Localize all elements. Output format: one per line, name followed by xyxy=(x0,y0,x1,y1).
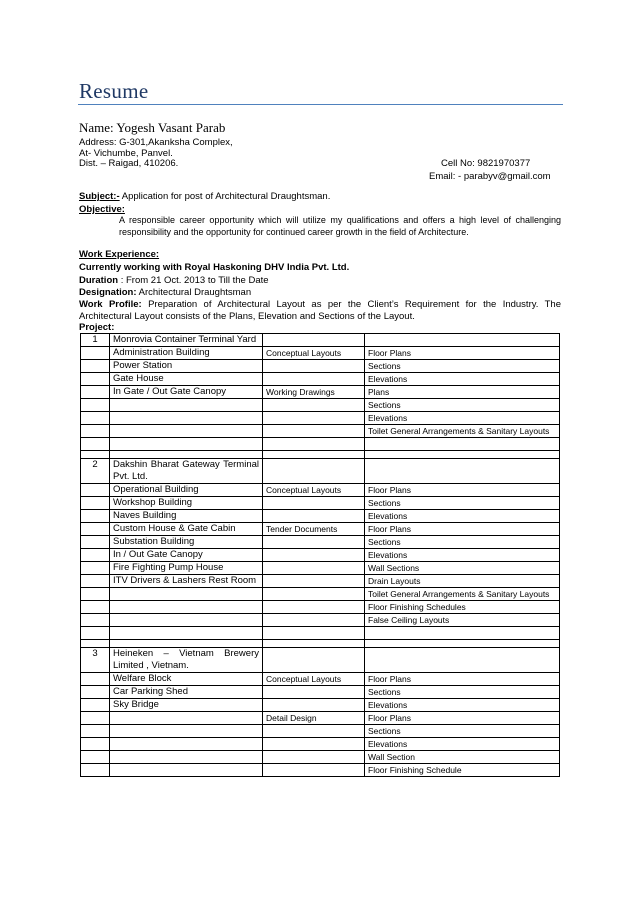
building-cell xyxy=(110,738,263,751)
deliverable-cell: Sections xyxy=(365,686,560,699)
project-number-cell: 1 xyxy=(81,334,110,347)
spacer-cell xyxy=(263,640,365,648)
resume-title: Resume xyxy=(79,79,149,103)
building-cell xyxy=(110,425,263,438)
deliverable-cell: Elevations xyxy=(365,412,560,425)
table-row xyxy=(81,334,560,347)
stage-cell xyxy=(263,614,365,627)
current-company: Currently working with Royal Haskoning DHV India Pvt. Ltd. xyxy=(79,262,350,273)
subject-label: Subject:- xyxy=(79,191,120,202)
project-number-cell xyxy=(81,347,110,360)
table-row xyxy=(81,386,560,399)
stage-cell xyxy=(263,575,365,588)
table-row xyxy=(81,699,560,712)
building-cell: In Gate / Out Gate Canopy xyxy=(110,386,263,399)
table-row xyxy=(81,751,560,764)
stage-cell xyxy=(263,725,365,738)
stage-cell xyxy=(263,360,365,373)
table-row xyxy=(81,673,560,686)
stage-cell xyxy=(263,751,365,764)
deliverable-cell: Floor Finishing Schedules xyxy=(365,601,560,614)
project-number-cell: 2 xyxy=(81,459,110,484)
stage-cell: Conceptual Layouts xyxy=(263,484,365,497)
deliverable-cell: Elevations xyxy=(365,510,560,523)
project-number-cell xyxy=(81,523,110,536)
stage-cell: Conceptual Layouts xyxy=(263,347,365,360)
stage-cell xyxy=(263,399,365,412)
deliverable-cell: Floor Plans xyxy=(365,347,560,360)
stage-cell xyxy=(263,699,365,712)
project-number-cell xyxy=(81,497,110,510)
stage-cell xyxy=(263,648,365,673)
building-cell: Fire Fighting Pump House xyxy=(110,562,263,575)
stage-cell xyxy=(263,686,365,699)
email-address: Email: - parabyv@gmail.com xyxy=(429,171,551,182)
project-number-cell xyxy=(81,699,110,712)
designation-label: Designation: xyxy=(79,287,137,298)
building-cell xyxy=(110,399,263,412)
deliverable-cell: Wall Sections xyxy=(365,562,560,575)
table-row xyxy=(81,347,560,360)
spacer-cell xyxy=(365,640,560,648)
stage-cell xyxy=(263,459,365,484)
building-cell: Monrovia Container Terminal Yard xyxy=(110,334,263,347)
table-row xyxy=(81,562,560,575)
duration-label: Duration xyxy=(79,275,119,286)
spacer-cell xyxy=(81,640,110,648)
address-line-1: Address: G-301,Akanksha Complex, xyxy=(79,137,233,148)
project-number-cell xyxy=(81,536,110,549)
building-cell: Administration Building xyxy=(110,347,263,360)
building-cell: ITV Drivers & Lashers Rest Room xyxy=(110,575,263,588)
project-number-cell xyxy=(81,510,110,523)
building-cell: Heineken – Vietnam Brewery Limited , Vietnam. xyxy=(110,648,263,673)
table-row xyxy=(81,523,560,536)
project-number-cell xyxy=(81,549,110,562)
stage-cell xyxy=(263,412,365,425)
stage-cell xyxy=(263,497,365,510)
table-row xyxy=(81,648,560,673)
deliverable-cell: Sections xyxy=(365,497,560,510)
stage-cell xyxy=(263,549,365,562)
address-line-3: Dist. – Raigad, 410206. xyxy=(79,158,179,169)
building-cell: In / Out Gate Canopy xyxy=(110,549,263,562)
deliverable-cell xyxy=(365,459,560,484)
project-spacer-row xyxy=(81,451,560,459)
title-divider xyxy=(78,104,563,105)
deliverable-cell: Sections xyxy=(365,399,560,412)
building-cell: Sky Bridge xyxy=(110,699,263,712)
table-row xyxy=(81,588,560,601)
deliverable-cell: Floor Plans xyxy=(365,523,560,536)
cell-number: Cell No: 9821970377 xyxy=(441,158,531,169)
work-experience-label: Work Experience: xyxy=(79,249,160,260)
project-number-cell xyxy=(81,686,110,699)
project-table xyxy=(80,333,560,777)
table-row xyxy=(81,497,560,510)
table-row xyxy=(81,536,560,549)
deliverable-cell: Elevations xyxy=(365,699,560,712)
building-cell xyxy=(110,614,263,627)
deliverable-cell: Floor Plans xyxy=(365,673,560,686)
stage-cell xyxy=(263,425,365,438)
project-number-cell xyxy=(81,673,110,686)
spacer-cell xyxy=(110,640,263,648)
deliverable-cell: Sections xyxy=(365,536,560,549)
duration-text: : From 21 Oct. 2013 to Till the Date xyxy=(118,275,269,286)
building-cell xyxy=(110,438,263,451)
deliverable-cell: False Ceiling Layouts xyxy=(365,614,560,627)
table-row xyxy=(81,412,560,425)
stage-cell: Detail Design xyxy=(263,712,365,725)
building-cell xyxy=(110,764,263,777)
stage-cell xyxy=(263,510,365,523)
table-row xyxy=(81,360,560,373)
building-cell xyxy=(110,627,263,640)
stage-cell xyxy=(263,373,365,386)
deliverable-cell: Drain Layouts xyxy=(365,575,560,588)
address-line-2: At- Vichumbe, Panvel. xyxy=(79,148,173,159)
project-number-cell xyxy=(81,386,110,399)
project-number-cell xyxy=(81,725,110,738)
deliverable-cell: Wall Section xyxy=(365,751,560,764)
project-number-cell xyxy=(81,484,110,497)
duration-line xyxy=(79,275,269,286)
deliverable-cell: Plans xyxy=(365,386,560,399)
table-row xyxy=(81,373,560,386)
table-row xyxy=(81,614,560,627)
building-cell: Custom House & Gate Cabin xyxy=(110,523,263,536)
stage-cell xyxy=(263,588,365,601)
stage-cell xyxy=(263,438,365,451)
project-number-cell xyxy=(81,438,110,451)
project-spacer-row xyxy=(81,640,560,648)
stage-cell xyxy=(263,627,365,640)
table-row xyxy=(81,627,560,640)
table-row xyxy=(81,425,560,438)
building-cell xyxy=(110,412,263,425)
deliverable-cell: Sections xyxy=(365,360,560,373)
stage-cell xyxy=(263,536,365,549)
subject-text: Application for post of Architectural Draughtsman. xyxy=(119,191,331,202)
stage-cell: Working Drawings xyxy=(263,386,365,399)
stage-cell xyxy=(263,334,365,347)
stage-cell: Conceptual Layouts xyxy=(263,673,365,686)
building-cell: Car Parking Shed xyxy=(110,686,263,699)
project-number-cell xyxy=(81,751,110,764)
table-row xyxy=(81,601,560,614)
building-cell: Gate House xyxy=(110,373,263,386)
deliverable-cell: Toilet General Arrangements & Sanitary Layouts xyxy=(365,425,560,438)
deliverable-cell xyxy=(365,334,560,347)
building-cell: Workshop Building xyxy=(110,497,263,510)
project-number-cell xyxy=(81,627,110,640)
project-number-cell xyxy=(81,562,110,575)
deliverable-cell: Elevations xyxy=(365,738,560,751)
deliverable-cell: Floor Plans xyxy=(365,484,560,497)
building-cell: Naves Building xyxy=(110,510,263,523)
project-number-cell xyxy=(81,601,110,614)
work-profile xyxy=(79,299,561,323)
building-cell: Welfare Block xyxy=(110,673,263,686)
deliverable-cell xyxy=(365,627,560,640)
building-cell: Substation Building xyxy=(110,536,263,549)
deliverable-cell xyxy=(365,438,560,451)
project-number-cell: 3 xyxy=(81,648,110,673)
project-number-cell xyxy=(81,764,110,777)
objective-text xyxy=(79,214,561,238)
table-row xyxy=(81,575,560,588)
table-row xyxy=(81,510,560,523)
subject-line xyxy=(79,191,330,202)
project-number-cell xyxy=(81,412,110,425)
work-profile-label: Work Profile: xyxy=(79,299,142,310)
deliverable-cell: Sections xyxy=(365,725,560,738)
project-number-cell xyxy=(81,360,110,373)
objective-label: Objective: xyxy=(79,204,125,215)
spacer-cell xyxy=(365,451,560,459)
building-cell xyxy=(110,601,263,614)
deliverable-cell: Elevations xyxy=(365,549,560,562)
objective-paragraph: A responsible career opportunity which will utilize my qualifications and offers a high level of challenging responsibility and the opportunity for continued career growth in the field of Architecture. xyxy=(119,215,561,237)
stage-cell xyxy=(263,764,365,777)
project-label: Project: xyxy=(79,322,115,333)
spacer-cell xyxy=(81,451,110,459)
building-cell: Operational Building xyxy=(110,484,263,497)
deliverable-cell: Toilet General Arrangements & Sanitary Layouts xyxy=(365,588,560,601)
project-number-cell xyxy=(81,712,110,725)
work-profile-text: Preparation of Architectural Layout as per the Client’s Requirement for the Industry. The Architectural Layout consists of the Plans, Elevation and Sections of the Layout. xyxy=(79,299,561,322)
deliverable-cell: Floor Finishing Schedule xyxy=(365,764,560,777)
project-number-cell xyxy=(81,738,110,751)
spacer-cell xyxy=(263,451,365,459)
table-row xyxy=(81,438,560,451)
table-row xyxy=(81,712,560,725)
stage-cell: Tender Documents xyxy=(263,523,365,536)
applicant-name: Name: Yogesh Vasant Parab xyxy=(79,120,226,135)
building-cell: Power Station xyxy=(110,360,263,373)
project-number-cell xyxy=(81,575,110,588)
table-row xyxy=(81,399,560,412)
deliverable-cell xyxy=(365,648,560,673)
building-cell xyxy=(110,725,263,738)
stage-cell xyxy=(263,562,365,575)
project-number-cell xyxy=(81,588,110,601)
project-number-cell xyxy=(81,373,110,386)
stage-cell xyxy=(263,601,365,614)
stage-cell xyxy=(263,738,365,751)
table-row xyxy=(81,764,560,777)
project-number-cell xyxy=(81,425,110,438)
table-row xyxy=(81,549,560,562)
building-cell xyxy=(110,588,263,601)
deliverable-cell: Elevations xyxy=(365,373,560,386)
table-row xyxy=(81,686,560,699)
table-row xyxy=(81,484,560,497)
building-cell: Dakshin Bharat Gateway Terminal Pvt. Ltd. xyxy=(110,459,263,484)
table-row xyxy=(81,738,560,751)
spacer-cell xyxy=(110,451,263,459)
project-number-cell xyxy=(81,614,110,627)
table-row xyxy=(81,725,560,738)
designation-line xyxy=(79,287,251,298)
table-row xyxy=(81,459,560,484)
building-cell xyxy=(110,751,263,764)
deliverable-cell: Floor Plans xyxy=(365,712,560,725)
project-number-cell xyxy=(81,399,110,412)
designation-text: Architectural Draughtsman xyxy=(136,287,252,298)
building-cell xyxy=(110,712,263,725)
